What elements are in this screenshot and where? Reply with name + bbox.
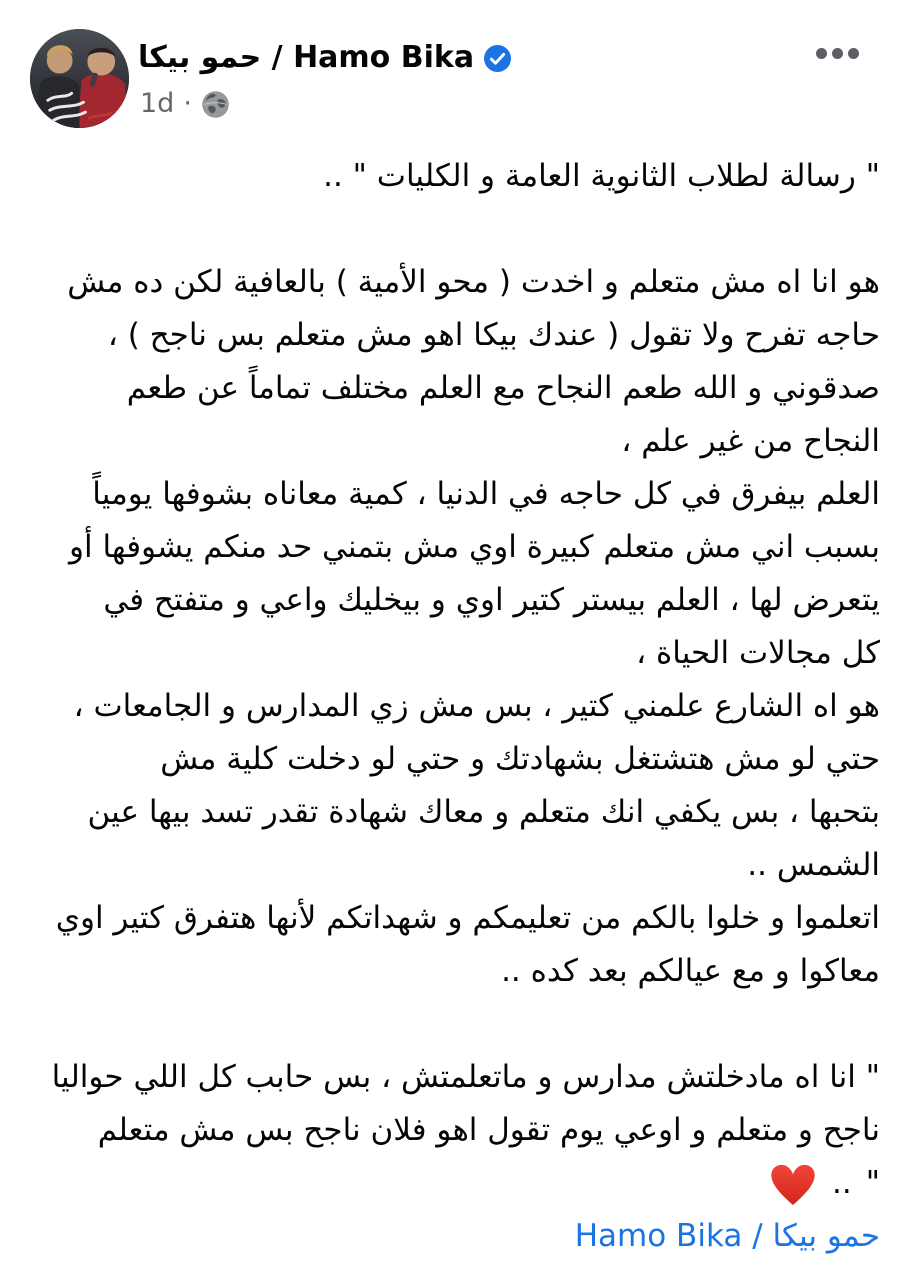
quote-close-mark: " [865,1165,880,1201]
timestamp[interactable]: 1d [140,88,175,119]
public-globe-icon [201,90,230,119]
post-line [34,998,880,1051]
post-line: الشمس .. [747,847,880,883]
verified-badge-icon [484,45,511,72]
menu-dot [848,48,859,59]
menu-dot [816,48,827,59]
post-line: بسبب اني مش متعلم كبيرة اوي مش بتمني حد منكم يشوفها أو [69,529,880,565]
post-line: ناجح و متعلم و اوعي يوم تقول اهو فلان ناجح بس مش متعلم [97,1112,880,1148]
page-name[interactable]: حمو بيكا / Hamo Bika [138,40,475,75]
post-closing-line [34,1157,880,1210]
post-line [34,203,880,256]
post-line: بتحبها ، بس يكفي انك متعلم و معاك شهادة تقدر تسد بيها عين [87,794,880,830]
post-body [34,150,880,1263]
post-text-lines [34,150,880,1157]
post-line: صدقوني و الله طعم النجاح مع العلم مختلف تماماً عن طعم [126,370,880,406]
post-line: هو اه الشارع علمني كتير ، بس مش زي المدارس و الجامعات ، [73,688,880,724]
quote-dots: .. [832,1165,852,1201]
post-line: حتي لو مش هتشتغل بشهادتك و حتي لو دخلت كلية مش [160,741,880,777]
avatar-image [30,29,129,128]
page-name-row [138,40,511,76]
post-menu-button[interactable] [812,44,863,63]
meta-separator: · [183,88,192,119]
post-line: النجاح من غير علم ، [621,423,880,459]
post-line: يتعرض لها ، العلم بيستر كتير اوي و بيخليك واعي و متفتح في [103,582,880,618]
red-heart-icon [768,1161,818,1207]
meta-row [140,88,230,120]
post-line: حاجه تفرح ولا تقول ( عندك بيكا اهو مش متعلم بس ناجح ) ، [107,317,880,353]
page-avatar[interactable] [30,29,129,128]
post-line: معاكوا و مع عيالكم بعد كده .. [501,953,880,989]
signature-link[interactable]: حمو بيكا / Hamo Bika [574,1218,880,1254]
post-line: " انا اه مادخلتش مدارس و ماتعلمتش ، بس حابب كل اللي حواليا [51,1059,880,1095]
menu-dot [832,48,843,59]
post-line: " رسالة لطلاب الثانوية العامة و الكليات " .. [323,158,880,194]
post-line: هو انا اه مش متعلم و اخدت ( محو الأمية ) بالعافية لكن ده مش [67,264,880,300]
post-line: اتعلموا و خلوا بالكم من تعليمكم و شهداتكم لأنها هتفرق كتير اوي [55,900,880,936]
post-line: العلم بيفرق في كل حاجه في الدنيا ، كمية معاناه بشوفها يومياً [92,476,880,512]
post-line: كل مجالات الحياة ، [636,635,880,671]
